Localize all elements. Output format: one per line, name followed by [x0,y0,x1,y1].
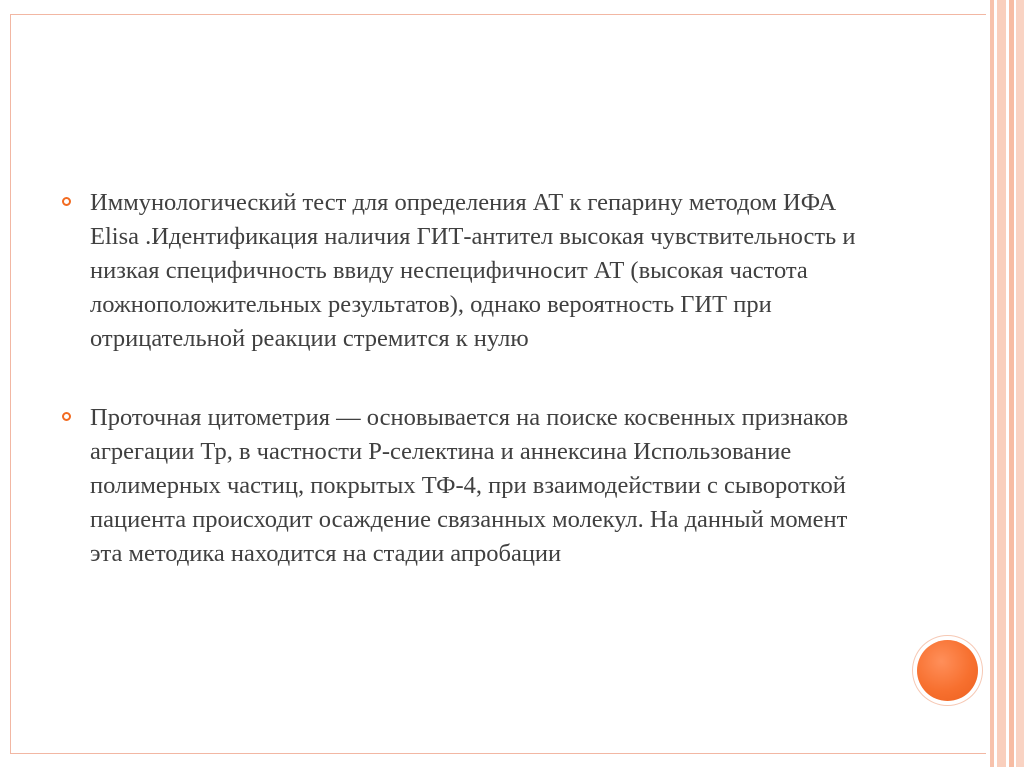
decorative-circle [917,640,978,701]
bullet-item-flow-cytometry [62,401,862,571]
bullet-circle-icon [62,197,71,206]
decorative-stripes [986,0,1024,767]
bullet-text: Проточная цитометрия — основывается на поиске косвенных признаков агрегации Тр, в частности Р-селектина и аннексина Использование полимерных частиц, покрытых ТФ-4, при взаимодействии с сывороткой пациента происходит осаждение связанных молекул. На данный момент эта методика находится на стадии апробации [90,404,849,567]
bullet-text: Иммунологический тест для определения АТ к гепарину методом ИФА Elisa .Идентификация наличия ГИТ-антител высокая чувствительность и низкая специфичность ввиду неспецифичносит АТ (высокая частота ложноположительных результатов), однако вероятность ГИТ при отрицательной реакции стремится к нулю [90,189,856,352]
bullet-list [62,186,862,616]
bullet-circle-icon [62,412,71,421]
bullet-item-immunology-test [62,186,862,356]
